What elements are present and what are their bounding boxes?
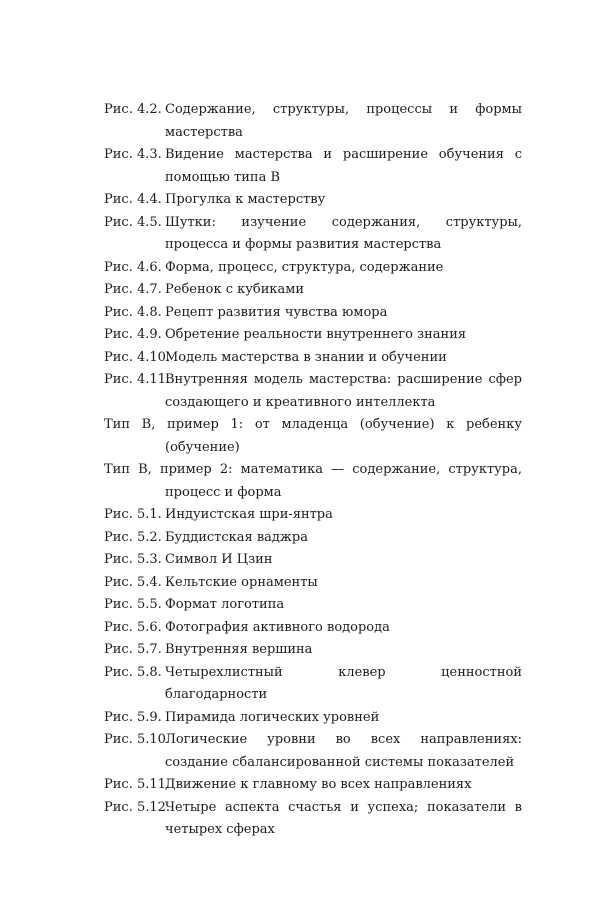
figure-title: Четырехлистный клевер ценностной благодарности bbox=[165, 664, 522, 702]
list-item bbox=[104, 504, 522, 527]
figure-title: Формат логотипа bbox=[165, 597, 285, 612]
list-item bbox=[104, 729, 522, 774]
figure-label: Рис. 5.4. bbox=[104, 574, 162, 590]
figure-title: Форма, процесс, структура, содержание bbox=[165, 259, 444, 275]
figure-title: математика — содержание, структура, процесс и форма bbox=[165, 462, 522, 500]
figure-label: Рис. 5.11. bbox=[104, 777, 171, 792]
list-item bbox=[104, 414, 522, 459]
figure-label: Тип B, пример 1: bbox=[104, 417, 244, 432]
figure-label: Рис. 5.9. bbox=[104, 709, 162, 725]
figure-label: Рис. 5.3. bbox=[104, 552, 162, 567]
figure-label: Рис. 4.3. bbox=[104, 147, 162, 162]
figure-title: Движение к главному во всех направлениях bbox=[165, 777, 472, 792]
figure-label: Рис. 4.5. bbox=[104, 214, 162, 230]
figure-title: Содержание, структуры, процессы и формы мастерства bbox=[165, 102, 522, 140]
list-item bbox=[104, 774, 522, 797]
figure-title: от младенца (обучение) к ребенку (обучение) bbox=[165, 417, 522, 455]
list-item bbox=[104, 549, 522, 572]
figure-title: Символ И Цзин bbox=[165, 552, 273, 567]
list-item bbox=[104, 99, 522, 144]
figure-label: Рис. 4.6. bbox=[104, 259, 162, 275]
figure-title: Логические уровни во всех направлениях: создание сбалансированной системы показателей bbox=[165, 732, 522, 770]
figure-title: Четыре аспекта счастья и успеха; показатели в четырех сферах bbox=[165, 799, 522, 837]
figure-label: Рис. 5.2. bbox=[104, 529, 162, 545]
list-item bbox=[104, 279, 522, 302]
figure-title: Рецепт развития чувства юмора bbox=[165, 304, 388, 320]
list-item bbox=[104, 662, 522, 707]
figure-title: Внутренняя модель мастерства: расширение сфер создающего и креативного интеллекта bbox=[165, 372, 522, 410]
figure-title: Ребенок с кубиками bbox=[165, 282, 305, 297]
figure-label: Рис. 4.10. bbox=[104, 349, 171, 365]
figure-title: Пирамида логических уровней bbox=[165, 709, 380, 725]
figure-label: Рис. 4.8. bbox=[104, 304, 162, 320]
figure-title: Кельтские орнаменты bbox=[165, 574, 318, 590]
list-item bbox=[104, 369, 522, 414]
list-item bbox=[104, 707, 522, 730]
figure-title: Прогулка к мастерству bbox=[165, 192, 326, 207]
list-item bbox=[104, 797, 522, 842]
list-item bbox=[104, 572, 522, 595]
list-item bbox=[104, 144, 522, 189]
list-item bbox=[104, 257, 522, 280]
list-item bbox=[104, 527, 522, 550]
figure-label: Рис. 4.4. bbox=[104, 192, 162, 207]
figure-label: Рис. 5.8. bbox=[104, 664, 162, 680]
list-item bbox=[104, 639, 522, 662]
figure-title: Видение мастерства и расширение обучения с помощью типа B bbox=[165, 147, 522, 185]
figure-title: Модель мастерства в знании и обучении bbox=[165, 349, 447, 365]
figure-label: Рис. 5.10. bbox=[104, 732, 171, 747]
figure-label: Рис. 5.12. bbox=[104, 799, 171, 815]
figure-label: Рис. 5.7. bbox=[104, 642, 162, 657]
figure-list bbox=[104, 99, 522, 842]
list-item bbox=[104, 347, 522, 370]
figure-title: Обретение реальности внутреннего знания bbox=[165, 327, 467, 342]
figure-title: Внутренняя вершина bbox=[165, 642, 313, 657]
list-item bbox=[104, 324, 522, 347]
list-item bbox=[104, 189, 522, 212]
list-item bbox=[104, 594, 522, 617]
figure-label: Рис. 5.1. bbox=[104, 507, 162, 522]
figure-label: Рис. 4.9. bbox=[104, 327, 162, 342]
list-item bbox=[104, 459, 522, 504]
figure-title: Индуистская шри-янтра bbox=[165, 507, 333, 522]
figure-label: Рис. 4.11. bbox=[104, 372, 171, 387]
figure-label: Рис. 4.7. bbox=[104, 282, 162, 297]
figure-label: Тип B, пример 2: bbox=[104, 462, 233, 477]
figure-label: Рис. 5.6. bbox=[104, 619, 162, 635]
list-item bbox=[104, 302, 522, 325]
list-item bbox=[104, 617, 522, 640]
figure-label: Рис. 4.2. bbox=[104, 102, 162, 117]
list-item bbox=[104, 212, 522, 257]
figure-label: Рис. 5.5. bbox=[104, 597, 162, 612]
figure-title: Буддистская ваджра bbox=[165, 529, 308, 545]
figure-title: Фотография активного водорода bbox=[165, 619, 390, 635]
figure-title: Шутки: изучение содержания, структуры, процесса и формы развития мастерства bbox=[165, 214, 522, 252]
